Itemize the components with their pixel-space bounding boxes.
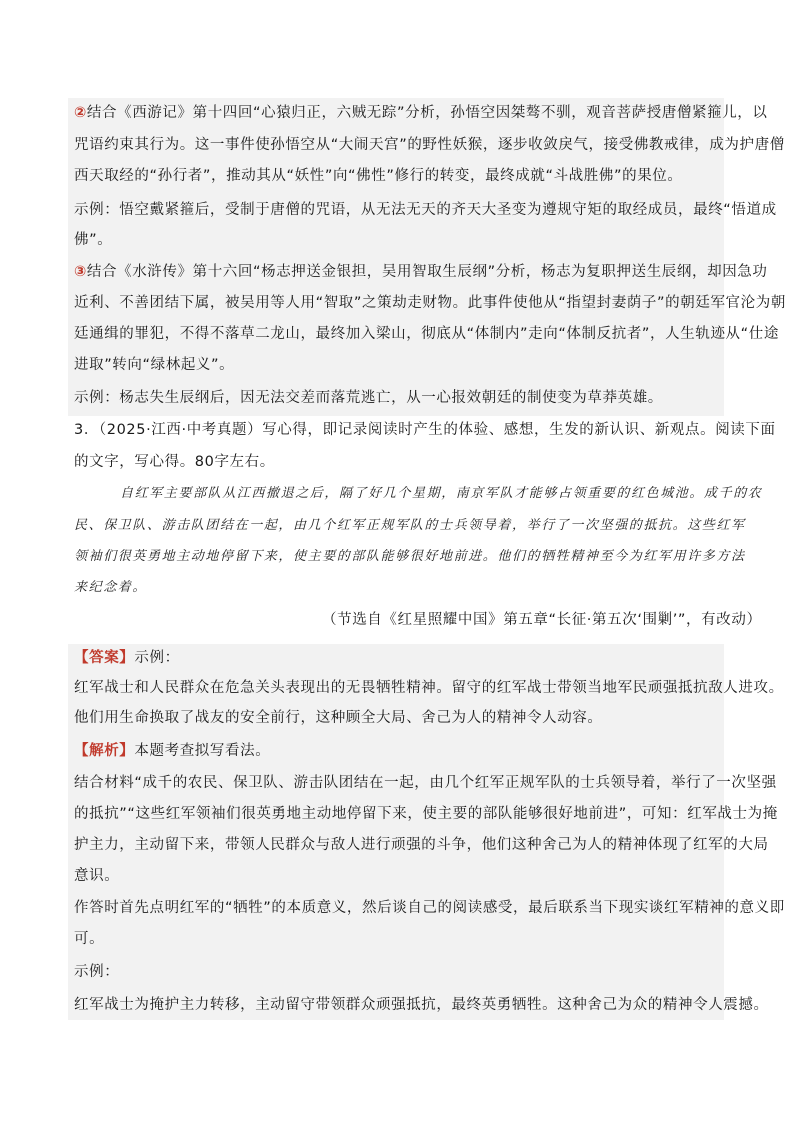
section3-line-2: 近利、不善团结下属，被吴用等人用“智取”之策劫走财物。此事件使他从“指望封妻荫子”的朝廷军官沦为朝 — [74, 295, 786, 311]
passage-line-3: 领袖们很英勇地主动地停留下来，使主要的部队能够很好地前进。他们的牺牲精神至今为红军用许多方法 — [74, 549, 746, 564]
analysis-line-1: 结合材料“成千的农民、保卫队、游击队团结在一起，由几个红军正规军队的士兵领导着，举行了一次坚强 — [74, 775, 777, 791]
analysis-intro: 本题考查拟写看法。 — [134, 743, 271, 759]
section2-line-2: 咒语约束其行为。这一事件使孙悟空从“大闹天宫”的野性妖猴，逐步收敛戾气，接受佛教戒律，成为护唐僧 — [74, 137, 785, 153]
analysis-line-8: 红军战士为掩护主力转移，主动留守带领群众顽强抵抗，最终英勇牺牲。这种舍己为众的精神令人震撼。 — [74, 997, 769, 1013]
question-line-1: 3．（2025·江西·中考真题）写心得，即记录阅读时产生的体验、感想，生发的新认识、新观点。阅读下面 — [74, 422, 776, 438]
analysis-line-2: 的抵抗”“这些红军领袖们很英勇地主动地停留下来，使主要的部队能够很好地前进”，可知：红军战士为掩 — [74, 806, 778, 822]
passage-line-1: 自红军主要部队从江西撤退之后，隔了好几个星期，南京军队才能够占领重要的红色城池。成千的农 — [120, 486, 763, 501]
section2-number: ② — [74, 105, 87, 121]
analysis-line-5: 作答时首先点明红军的“牺牲”的本质意义，然后谈自己的阅读感受，最后联系当下现实谈红军精神的意义即 — [74, 900, 785, 916]
answer-intro: 示例： — [134, 650, 180, 666]
answer-line-1: 红军战士和人民群众在危急关头表现出的无畏牺牲精神。留守的红军战士带领当地军民顽强抵抗敌人进攻。 — [74, 680, 784, 696]
passage-line-2: 民、保卫队、游击队团结在一起，由几个红军正规军队的士兵领导着，举行了一次坚强的抵抗。这些红军 — [74, 518, 746, 533]
section2-line-3: 西天取经的“孙行者”，推动其从“妖性”向“佛性”修行的转变，最终成就“斗战胜佛”的果位。 — [74, 168, 683, 184]
section3-line-1: ③结合《水浒传》第十六回“杨志押送金银担，吴用智取生辰纲”分析，杨志为复职押送生辰纲，却因急功 — [74, 264, 768, 280]
answer-tag: 【答案】 — [74, 650, 135, 666]
analysis-header — [74, 741, 270, 761]
section2-line-1: ②结合《西游记》第十四回“心猿归正，六贼无踪”分析，孙悟空因桀骜不驯，观音菩萨授唐僧紧箍儿，以 — [74, 105, 768, 121]
passage-line-4: 来纪念着。 — [74, 580, 148, 595]
section3-line-3: 廷通缉的罪犯，不得不落草二龙山，最终加入梁山，彻底从“体制内”走向“体制反抗者”，人生轨迹从“仕途 — [74, 326, 779, 342]
analysis-line-4: 意识。 — [74, 868, 120, 884]
analysis-line-7: 示例： — [74, 964, 120, 980]
analysis-tag: 【解析】 — [74, 743, 135, 759]
answer-line-2: 他们用生命换取了战友的安全前行，这种顾全大局、舍己为人的精神令人动容。 — [74, 710, 603, 726]
highlight-block-answer — [68, 644, 724, 1020]
section3-line-4: 进取”转向“绿林起义”。 — [74, 357, 235, 373]
analysis-line-6: 可。 — [74, 931, 105, 947]
answer-header — [74, 648, 180, 668]
section3-example: 示例：杨志失生辰纲后，因无法交差而落荒逃亡，从一心报效朝廷的制使变为草莽英雄。 — [74, 390, 663, 406]
passage-source: （节选自《红星照耀中国》第五章“长征·第五次‘围剿’”，有改动） — [322, 612, 762, 628]
analysis-line-3: 护主力，主动留下来，带领人民群众与敌人进行顽强的斗争，他们这种舍己为人的精神体现了红军的大局 — [74, 837, 769, 853]
question-line-2: 的文字，写心得。80字左右。 — [74, 454, 275, 470]
section3-number: ③ — [74, 264, 87, 280]
section2-example-1: 示例：悟空戴紧箍后，受制于唐僧的咒语，从无法无天的齐天大圣变为遵规守矩的取经成员，最终“悟道成 — [74, 202, 777, 218]
section2-example-2: 佛”。 — [74, 232, 113, 248]
